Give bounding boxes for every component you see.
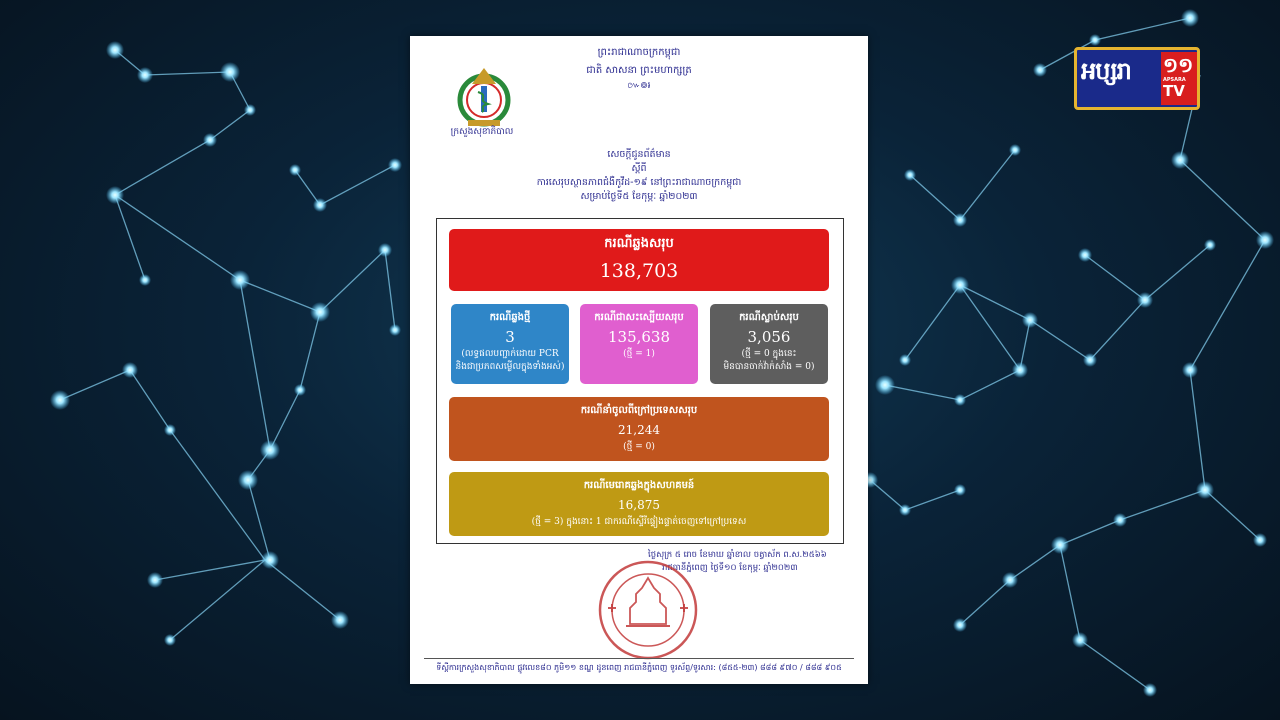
national-motto: ជាតិ សាសនា ព្រះមហាក្សត្រ — [586, 65, 692, 76]
new-cases-value: 3 — [505, 328, 515, 346]
solar-date: រាជធានីភ្នំពេញ ថ្ងៃទី១០ ខែកុម្ភៈ ឆ្នាំ២០២៣ — [662, 563, 798, 573]
badge-khmer-text: អប្សរា — [1081, 57, 1131, 85]
new-cases-note-2: និងជាប្រភពសម្ងើលក្នុងទាំងអស់) — [455, 362, 565, 372]
header-ornament: ៚៙៛ — [627, 81, 651, 91]
title-about: ស្តីពី — [631, 163, 647, 174]
recovered-label: ករណីជាសះស្បើយសរុប — [594, 312, 684, 323]
imported-cases-label: ករណីនាំចូលពីក្រៅប្រទេសសរុប — [580, 405, 698, 416]
badge-subtitle: APSARA — [1163, 77, 1186, 83]
community-cases-box — [449, 472, 829, 536]
title-date: សម្រាប់ថ្ងៃទី៥ ខែកុម្ភៈ ឆ្នាំ២០២៣ — [580, 191, 698, 202]
new-cases-box — [451, 304, 569, 384]
press-release-document — [410, 36, 868, 684]
stats-frame — [436, 218, 844, 544]
community-cases-value: 16,875 — [618, 498, 660, 512]
recovered-box — [580, 304, 698, 384]
deaths-box — [710, 304, 828, 384]
kingdom-heading: ព្រះរាជាណាចក្រកម្ពុជា — [597, 47, 681, 58]
imported-cases-note: (ថ្មី = 0) — [623, 442, 655, 452]
recovered-note: (ថ្មី = 1) — [623, 349, 655, 359]
new-cases-label: ករណីឆ្លងថ្មី — [489, 312, 531, 323]
footer-divider — [424, 658, 854, 659]
deaths-value: 3,056 — [747, 328, 791, 346]
recovered-value: 135,638 — [607, 328, 671, 346]
title-subject: ការសេរុបស្ថានភាពជំងឺកូវីដ-១៩ នៅព្រះរាជាណាចក្រកម្ពុជា — [536, 177, 742, 188]
ministry-logo-icon — [448, 62, 520, 132]
badge-channel-number: ១១ — [1163, 53, 1194, 77]
community-cases-label: ករណីមេរោគឆ្លងក្នុងសហគមន៍ — [583, 480, 695, 491]
title-announcement: សេចក្តីជូនព័ត៌មាន — [607, 149, 671, 160]
community-cases-note: (ថ្មី = 3) ក្នុងនោះ 1 ជាករណីស្ទើរីផ្ទៀងផ្ទាត់ចេញទៅក្រៅប្រទេស — [531, 517, 747, 527]
imported-cases-box — [449, 397, 829, 461]
footer-contact: ទីស្តីការក្រសួងសុខាភិបាល ផ្លូវលេខ៨០ ភូមិ១១ ខណ្ឌ ដូនពេញ រាជធានីភ្នំពេញ ទូរស័ព្ទ/ទូរសារ: (៨៥៥-២៣) ៨៨៨ ៩៧០ / ៨៨៨ ៩០៥ — [436, 663, 842, 672]
official-seal-icon — [596, 558, 700, 662]
deaths-note-1: (ថ្មី = 0 ក្នុងនេះ — [741, 349, 797, 359]
total-cases-value: 138,703 — [599, 260, 679, 282]
deaths-note-2: មិនបានចាក់វ៉ាក់សាំង = 0) — [723, 362, 815, 372]
apsara-tv-logo — [1074, 47, 1200, 110]
total-cases-label: ករណីឆ្លងសរុប — [604, 236, 674, 251]
total-cases-box — [449, 229, 829, 291]
ministry-name: ក្រសួងសុខាភិបាល — [450, 127, 514, 137]
badge-tv-text: TV — [1163, 82, 1185, 100]
lunar-date: ថ្ងៃសុក្រ ៥ រោច ខែមាឃ ឆ្នាំខាល ចត្វាស័ក ព.ស.២៥៦៦ — [648, 550, 827, 560]
new-cases-note-1: (លទ្ធផលបញ្ជាក់ដោយ PCR — [461, 349, 559, 359]
deaths-label: ករណីស្លាប់សរុប — [739, 312, 799, 323]
imported-cases-value: 21,244 — [618, 423, 660, 437]
